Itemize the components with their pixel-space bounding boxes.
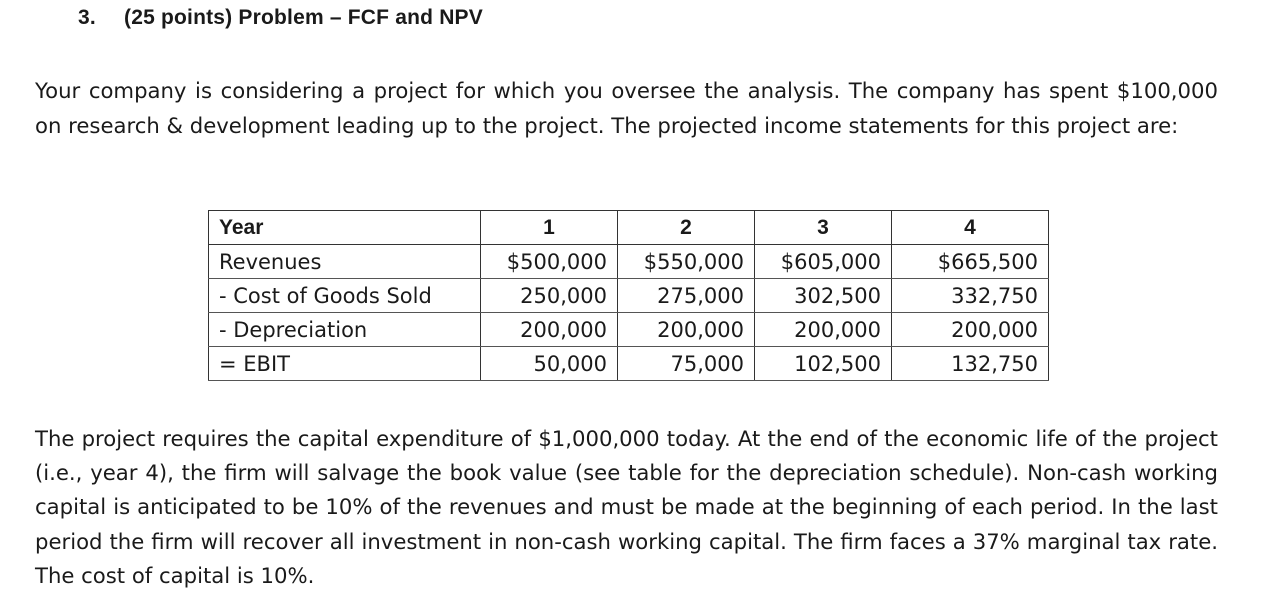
year-header: Year bbox=[209, 211, 481, 245]
table-cell: 200,000 bbox=[755, 313, 892, 347]
closing-paragraph: The project requires the capital expenditure of $1,000,000 today. At the end of the economic life of the project (i.e., year 4), the firm will salvage the book value (see table for the depreciation schedule). Non-cash working capital is anticipated to be 10% of the revenues and must be made at the beginning of each period. In the last period the firm will recover all investment in non-cash working capital. The firm faces a 37% marginal tax rate. The cost of capital is 10%. bbox=[35, 426, 1218, 588]
problem-number: 3. bbox=[78, 6, 96, 29]
row-label: - Cost of Goods Sold bbox=[209, 279, 481, 313]
table-cell: 332,750 bbox=[892, 279, 1049, 313]
table-cell: 200,000 bbox=[892, 313, 1049, 347]
table-cell: 75,000 bbox=[618, 347, 755, 381]
year-4-header: 4 bbox=[892, 211, 1049, 245]
table-row-cogs bbox=[209, 279, 1049, 313]
problem-title: (25 points) Problem – FCF and NPV bbox=[124, 6, 483, 29]
table-cell: 250,000 bbox=[481, 279, 618, 313]
table-cell: 200,000 bbox=[481, 313, 618, 347]
intro-paragraph: Your company is considering a project for which you oversee the analysis. The company has spent $100,000 on research & development leading up to the project. The projected income statements for this project are: bbox=[35, 78, 1218, 138]
table-row-ebit bbox=[209, 347, 1049, 381]
table-cell: $500,000 bbox=[481, 245, 618, 279]
row-label: - Depreciation bbox=[209, 313, 481, 347]
table-header-row bbox=[209, 211, 1049, 245]
year-2-header: 2 bbox=[618, 211, 755, 245]
row-label: = EBIT bbox=[209, 347, 481, 381]
table-cell: 132,750 bbox=[892, 347, 1049, 381]
table-row-revenues bbox=[209, 245, 1049, 279]
table-cell: $605,000 bbox=[755, 245, 892, 279]
table-cell: 302,500 bbox=[755, 279, 892, 313]
table-cell: 102,500 bbox=[755, 347, 892, 381]
year-1-header: 1 bbox=[481, 211, 618, 245]
table-cell: $550,000 bbox=[618, 245, 755, 279]
table-row-depreciation bbox=[209, 313, 1049, 347]
table-cell: $665,500 bbox=[892, 245, 1049, 279]
year-3-header: 3 bbox=[755, 211, 892, 245]
table-cell: 275,000 bbox=[618, 279, 755, 313]
problem-heading bbox=[78, 6, 483, 30]
row-label: Revenues bbox=[209, 245, 481, 279]
table-cell: 200,000 bbox=[618, 313, 755, 347]
table-cell: 50,000 bbox=[481, 347, 618, 381]
income-statement-table bbox=[208, 210, 1049, 381]
